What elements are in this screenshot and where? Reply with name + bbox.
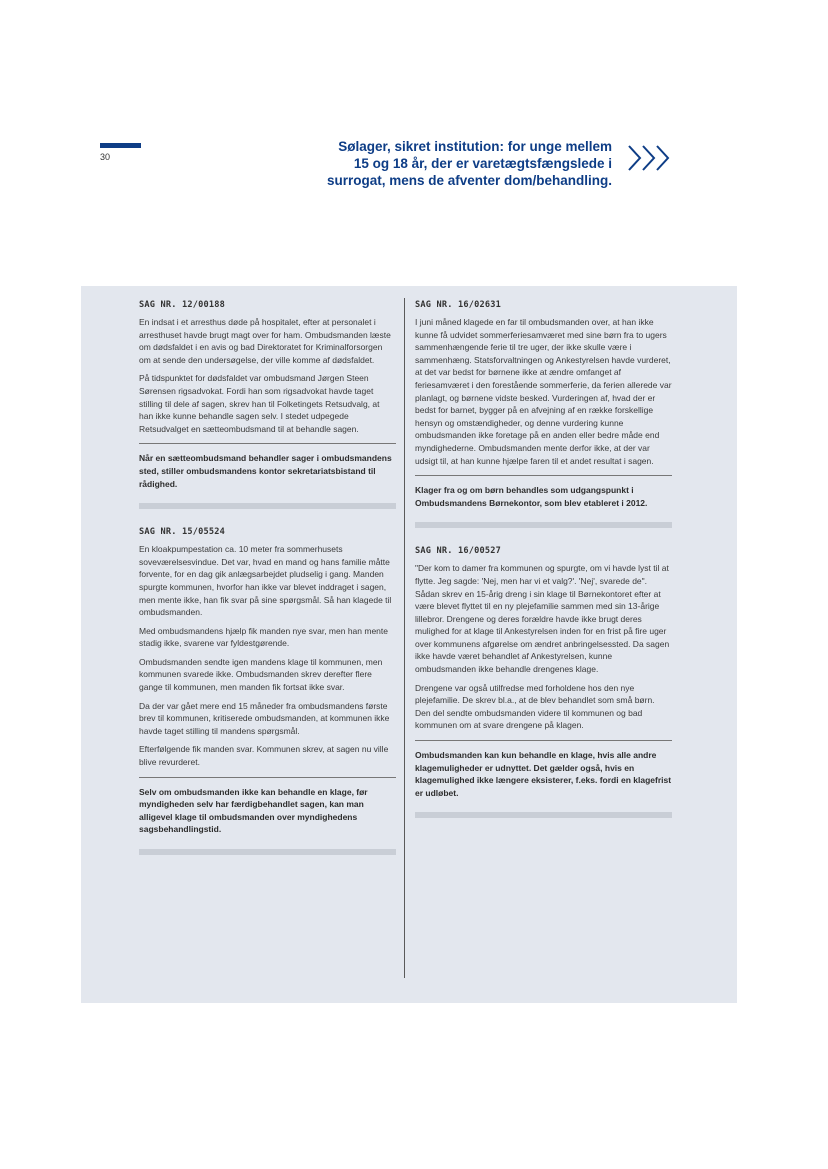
case-paragraph: Med ombudsmandens hjælp fik manden nye svar, men han mente stadig ikke, svarene var fyldestgørende. (139, 625, 388, 649)
page-number-bar (100, 143, 141, 148)
case-paragraph: Drengene var også utilfredse med forholdene hos den nye plejefamilie. De skrev bl.a., at de blev behandlet som små børn. Den del sendte ombudsmanden videre til kommunen og bad kommunen om at svare drengene på klagen. (415, 682, 655, 731)
case-heading: SAG NR. 16/00527 (415, 546, 501, 557)
triple-chevron-right-icon (627, 143, 673, 173)
case-paragraph: En kloakpumpestation ca. 10 meter fra sommerhusets soveværelsesvindue. Det var, hvad en mand og hans familie måtte forvente, for en dag gik anlægsarbejdet pludselig i gang. Manden spurgte kommunen, hvorfor han ikke var blevet inddraget i sagen, men mente ikke, han fik svar på sine spørgsmål. Så han klagede til ombudsmanden. (139, 544, 392, 618)
highlight-bar (139, 503, 396, 509)
title-line: surrogat, mens de afventer dom/behandling. (326, 173, 612, 188)
case-highlight: Ombudsmanden kan kun behandle en klage, hvis alle andre klagemuligheder er udnyttet. Det gælder også, hvis en klagemulighed ikke længere eksisterer, f.eks. fordi en klagefrist er udløbet. (415, 750, 672, 798)
case-heading: SAG NR. 15/05524 (139, 527, 225, 538)
page-title (282, 138, 612, 189)
case-paragraph: Efterfølgende fik manden svar. Kommunen skrev, at sagen nu ville blive revurderet. (139, 744, 389, 768)
case-paragraph: Da der var gået mere end 15 måneder fra ombudsmandens første brev til kommunen, kritiserede ombudsmanden, at kommunen ikke havde taget stilling til mandens spørgsmål. (139, 700, 390, 736)
divider-rule (415, 475, 672, 476)
case-paragraph: En indsat i et arresthus døde på hospitalet, efter at personalet i arresthuset havde brugt magt over for ham. Ombudsmanden læste om dødsfaldet i en avis og bad Direktoratet for Kriminalforsorgen om at sende den undersøgelse, der ville komme af dødsfaldet. (139, 317, 391, 365)
right-column (415, 300, 672, 836)
title-line: 15 og 18 år, der er varetægtsfængslede i (353, 156, 612, 171)
case-heading: SAG NR. 16/02631 (415, 300, 501, 310)
highlight-bar (415, 522, 672, 528)
page-number: 30 (100, 152, 111, 162)
column-divider (404, 298, 405, 978)
case-highlight: Selv om ombudsmanden ikke kan behandle en klage, før myndigheden selv har færdigbehandlet sagen, kan man alligevel klage til ombudsmanden over myndighedens sagsbehandlingstid. (139, 786, 368, 835)
case-highlight: Klager fra og om børn behandles som udgangspunkt i Ombudsmandens Børnekontor, som blev etableret i 2012. (415, 485, 648, 508)
case-paragraph: I juni måned klagede en far til ombudsmanden over, at han ikke kunne få udvidet sommerferiesamværet med sine børn fra to ugers sammenhængende ferie til tre uger, der ikke skulle være i sammenhæng. Statsforvaltningen og Ankestyrelsen havde vurderet, at det var bedst for børnene ikke at ændre omfanget af feriesamværet i den forestående sommerferie, da ferien allerede var planlagt, og børnene vidste besked. Vurderingen af, hvad der er bedst for barnet, bygger på en afvejning af en række forskellige hensyn og omstændigheder, og denne vurdering kunne ombudsmanden ikke foretage på en anden eller bedre måde end myndighederne. Ombudsmanden mente derfor ikke, at der var udsigt til, at han kunne hjælpe faren til et andet resultat i sagen. (415, 317, 672, 466)
case-paragraph: Ombudsmanden sendte igen mandens klage til kommunen, men kommunen svarede ikke. Ombudsmanden skrev derefter flere gange til kommunen, men manden fik fortsat ikke svar. (139, 656, 383, 693)
case-paragraph: "Der kom to damer fra kommunen og spurgte, om vi havde lyst til at flytte. Jeg sagde: 'Nej, men har vi et valg?'. 'Nej', svarede de". Sådan skrev en 15-årig dreng i sin klage til Børnekontoret efter at være blevet flyttet til en ny plejefamilie sammen med sin 13-årige lillebror. Drengene og deres forældre havde ikke brugt deres mulighed for at klage til Ankestyrelsen inden for en frist på fire uger over kommunens afgørelse om ændret anbringelsessted. Da sagen ikke havde været behandlet af Ankestyrelsen, kunne ombudsmanden ikke behandle drengenes klage. (415, 563, 670, 675)
case-heading: SAG NR. 12/00188 (139, 300, 225, 310)
divider-rule (139, 443, 396, 444)
highlight-bar (415, 812, 672, 818)
divider-rule (415, 740, 672, 741)
highlight-bar (139, 849, 396, 855)
case-highlight: Når en sætteombudsmand behandler sager i ombudsmandens sted, stiller ombudsmandens kontor sekretariatsbistand til rådighed. (139, 453, 392, 489)
divider-rule (139, 777, 396, 778)
title-line: Sølager, sikret institution: for unge mellem (338, 139, 612, 154)
left-column (139, 300, 396, 873)
case-paragraph: På tidspunktet for dødsfaldet var ombudsmand Jørgen Steen Sørensen rigsadvokat. Fordi han som rigsadvokat havde taget stilling til dele af sagen, skrev han til Folketingets Retsudvalg, at han ikke kunne behandle sagen selv. I stedet udpegede Retsudvalget en sætteombudsmand til at behandle sagen. (139, 373, 380, 434)
